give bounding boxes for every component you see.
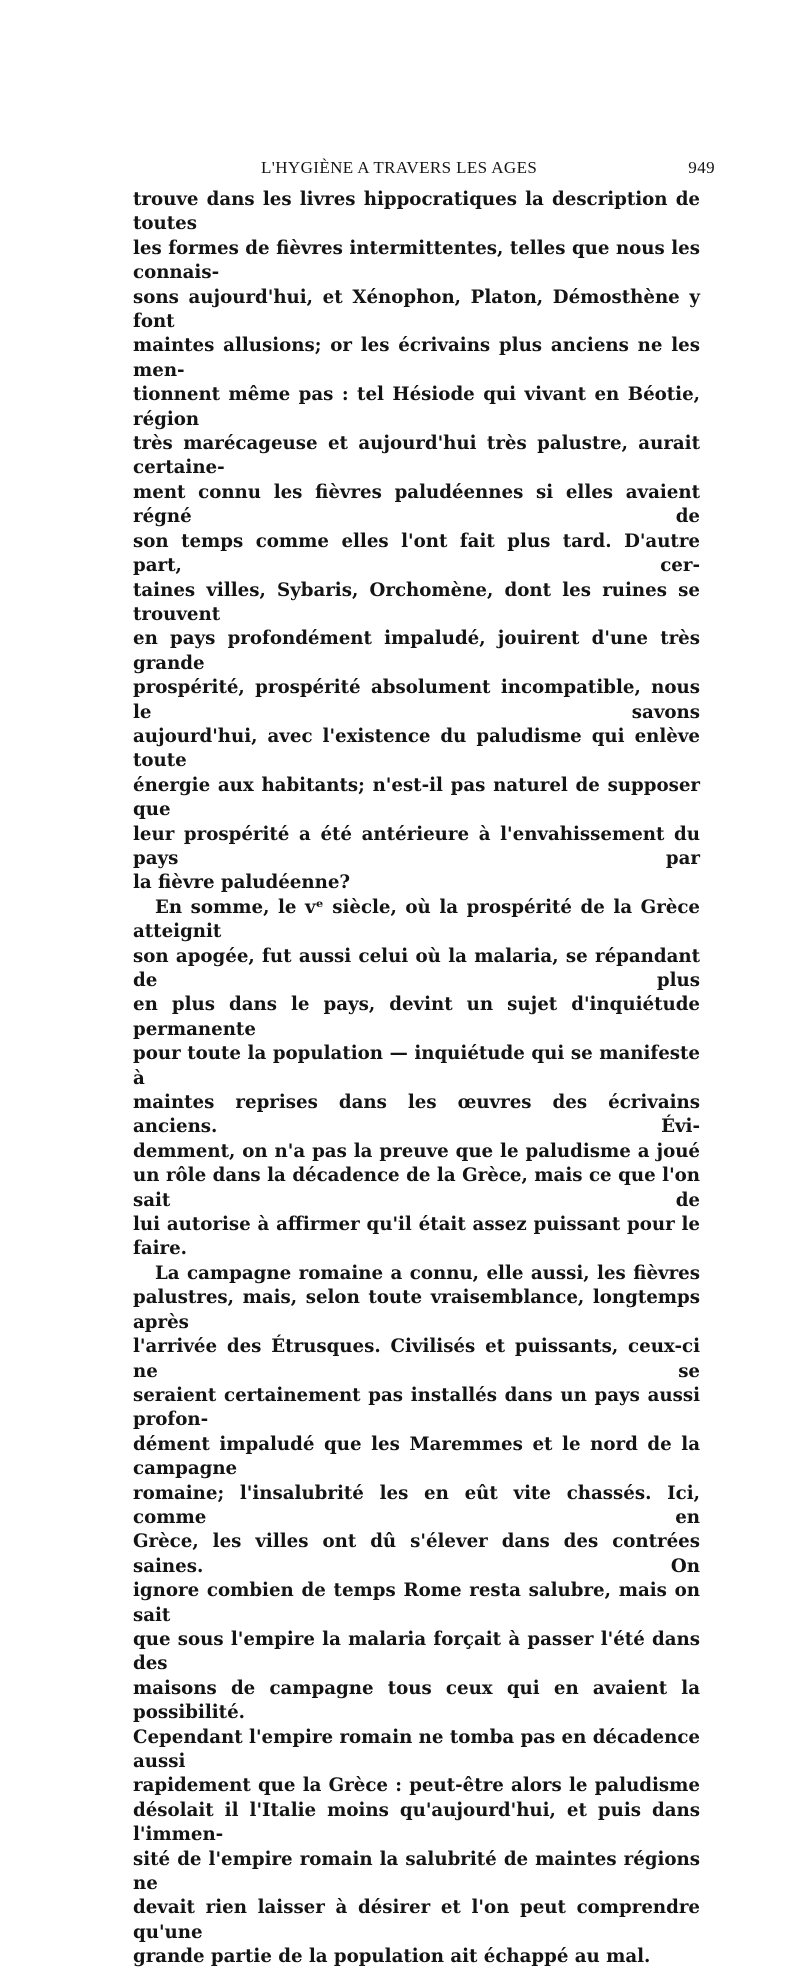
text-line: son apogée, fut aussi celui où la malaria, se répandant de plus: [133, 945, 700, 991]
text-line: très marécageuse et aujourd'hui très palustre, aurait certaine-: [133, 433, 700, 479]
text-line: taines villes, Sybaris, Orchomène, dont les ruines se trouvent: [133, 579, 700, 625]
text-line: pour toute la population — inquiétude qui se manifeste à: [133, 1043, 700, 1089]
text-line: maintes reprises dans les œuvres des écrivains anciens. Évi-: [133, 1092, 700, 1138]
text-line: palustres, mais, selon toute vraisemblance, longtemps après: [133, 1287, 700, 1333]
text-line: en pays profondément impaludé, jouirent d'une très grande: [133, 628, 700, 674]
text-line: la fièvre paludéenne?: [133, 872, 351, 894]
text-line: en plus dans le pays, devint un sujet d'inquiétude permanente: [133, 994, 700, 1040]
text-line: ment connu les fièvres paludéennes si elles avaient régné de: [133, 481, 700, 528]
body-text: [133, 188, 700, 1970]
text-line: énergie aux habitants; n'est-il pas naturel de supposer que: [133, 774, 700, 821]
text-line: La campagne romaine a connu, elle aussi, les fièvres: [155, 1262, 700, 1284]
text-line: lui autorise à affirmer qu'il était assez puissant pour le faire.: [133, 1214, 700, 1260]
text-line: dément impaludé que les Maremmes et le nord de la campagne: [133, 1433, 700, 1480]
running-title: L'HYGIÈNE A TRAVERS LES AGES: [261, 158, 538, 177]
text-line: tionnent même pas : tel Hésiode qui vivant en Béotie, région: [133, 384, 700, 430]
text-line: un rôle dans la décadence de la Grèce, mais ce que l'on sait de: [133, 1165, 700, 1211]
text-line: sité de l'empire romain la salubrité de maintes régions ne: [133, 1848, 700, 1895]
text-line: ignore combien de temps Rome resta salubre, mais on sait: [133, 1580, 700, 1626]
text-line: rapidement que la Grèce : peut-être alors le paludisme: [133, 1775, 700, 1797]
text-line: prospérité, prospérité absolument incompatible, nous le savons: [133, 677, 700, 723]
text-line: leur prospérité a été antérieure à l'envahissement du pays par: [133, 823, 700, 869]
text-line: En somme, le vᵉ siècle, où la prospérité de la Grèce atteignit: [133, 896, 700, 943]
text-line: désolait il l'Italie moins qu'aujourd'hui, et puis dans l'immen-: [133, 1799, 700, 1846]
page-number: 949: [688, 158, 715, 177]
text-line: son temps comme elles l'ont fait plus tard. D'autre part, cer-: [133, 530, 700, 577]
text-line: Grèce, les villes ont dû s'élever dans des contrées saines. On: [133, 1531, 700, 1577]
text-line: demment, on n'a pas la preuve que le paludisme a joué: [133, 1140, 700, 1162]
text-line: l'arrivée des Étrusques. Civilisés et puissants, ceux-ci ne se: [133, 1336, 700, 1382]
text-line: sons aujourd'hui, et Xénophon, Platon, Démosthène y font: [133, 286, 700, 333]
text-line: les formes de fièvres intermittentes, telles que nous les connais-: [133, 237, 700, 284]
running-head: [133, 158, 715, 182]
text-line: grande partie de la population ait échappé au mal.: [133, 1946, 651, 1968]
text-line: seraient certainement pas installés dans un pays aussi profon-: [133, 1384, 700, 1431]
text-line: trouve dans les livres hippocratiques la description de toutes: [133, 189, 700, 235]
text-line: maisons de campagne tous ceux qui en avaient la possibilité.: [133, 1677, 700, 1724]
text-line: devait rien laisser à désirer et l'on peut comprendre qu'une: [133, 1897, 700, 1943]
text-line: Cependant l'empire romain ne tomba pas en décadence aussi: [133, 1726, 700, 1772]
text-line: maintes allusions; or les écrivains plus anciens ne les men-: [133, 335, 700, 381]
text-line: aujourd'hui, avec l'existence du paludisme qui enlève toute: [133, 725, 700, 772]
text-line: romaine; l'insalubrité les en eût vite chassés. Ici, comme en: [133, 1482, 700, 1528]
text-line: que sous l'empire la malaria forçait à passer l'été dans des: [133, 1628, 700, 1675]
